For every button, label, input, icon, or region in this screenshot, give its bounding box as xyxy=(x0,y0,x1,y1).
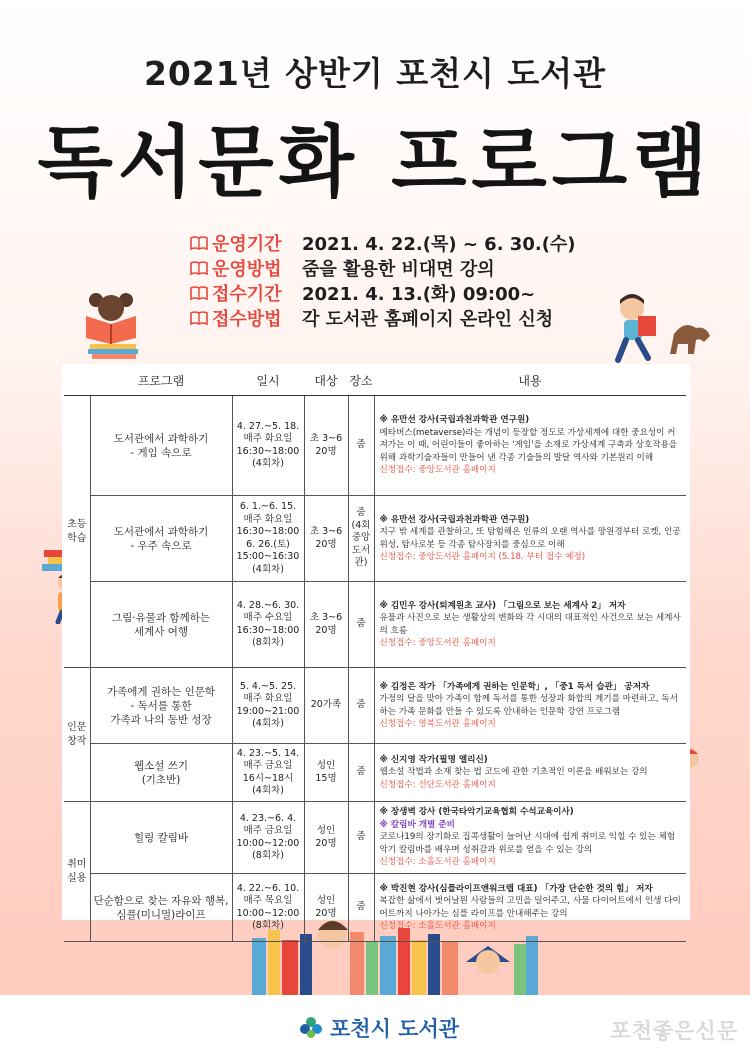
logo-text: 포천시 도서관 xyxy=(330,1017,460,1041)
program-table xyxy=(64,366,686,942)
schedule-cell: 6. 1.~6. 15. 매주 화요일 16:30~18:00 6. 26.(토) 15:00~16:30 (4회차) xyxy=(232,496,304,582)
place-cell: 줌 xyxy=(348,396,374,496)
target-cell: 성인 20명 xyxy=(304,874,348,942)
prep-note-text: ※ 칼림바 개별 준비 xyxy=(379,819,455,830)
apply-text: 신청접수: 영북도서관 홈페이지 xyxy=(379,718,496,729)
clover-logo-icon xyxy=(300,1017,322,1039)
content-cell xyxy=(374,874,686,942)
schedule-cell: 4. 23.~6. 4. 매주 금요일 10:00~12:00 (8회차) xyxy=(232,802,304,874)
speaker-text: ※ 유만선 강사(국립과천과학관 연구원) xyxy=(379,415,530,426)
category-cell: 취미 실용 xyxy=(64,802,90,942)
apply-text: 신청접수: 소흘도서관 홈페이지 xyxy=(379,920,496,931)
program-info xyxy=(190,230,576,330)
col-header-schedule: 일시 xyxy=(232,366,304,396)
speaker-text: ※ 김민우 강사(퇴계원초 교사) 「그림으로 보는 세계사 2」 저자 xyxy=(379,600,626,611)
info-row-registration-period xyxy=(190,280,576,305)
table-row xyxy=(64,744,686,802)
target-cell: 초 3~6 20명 xyxy=(304,496,348,582)
open-book-icon xyxy=(190,311,208,325)
col-header-category xyxy=(64,366,90,396)
target-cell: 초 3~6 20명 xyxy=(304,396,348,496)
content-cell xyxy=(374,496,686,582)
library-logo xyxy=(300,1013,459,1043)
content-cell xyxy=(374,744,686,802)
col-header-program: 프로그램 xyxy=(90,366,232,396)
info-value: 2021. 4. 13.(화) 09:00~ xyxy=(302,283,536,305)
program-name-cell: 그림·유물과 함께하는 세계사 여행 xyxy=(90,582,232,668)
info-value: 각 도서관 홈페이지 온라인 신청 xyxy=(302,308,554,330)
col-header-place: 장소 xyxy=(348,366,374,396)
table-row xyxy=(64,396,686,496)
info-row-period xyxy=(190,230,576,255)
description-text: 메타버스(metaverse)라는 개념이 등장할 정도로 가상세계에 대한 중요성이 커져가는 이 때, 어린이들이 좋아하는 '게임'을 소재로 가상세계 구축과 상호작용을 위해 과학기술자들이 만들어 낸 각종 기술들의 발달 역사와 기본원리 이해 xyxy=(379,427,678,463)
page-title: 독서문화 프로그램 xyxy=(37,118,713,208)
description-text: 복잡한 삶에서 벗어날뭔 사람들의 고민을 덜어주고, 사물 다이어트에서 인생 다이어트까지 나아가는 심플 라이프를 안내해주는 강의 xyxy=(379,896,681,919)
col-header-target: 대상 xyxy=(304,366,348,396)
info-row-registration-method xyxy=(190,305,576,330)
category-cell: 초등 학습 xyxy=(64,396,90,668)
speaker-text: ※ 유만선 강사(국립과천과학관 연구원) xyxy=(379,514,530,525)
program-name-cell: 도서관에서 과학하기 - 우주 속으로 xyxy=(90,496,232,582)
place-cell: 줌 xyxy=(348,744,374,802)
speaker-text: ※ 신지영 작가(필명 엘리신) xyxy=(379,754,488,765)
schedule-cell: 4. 23.~5. 14. 매주 금요일 16시~18시 (4회차) xyxy=(232,744,304,802)
speaker-text: ※ 김정은 작가 「가족에게 권하는 인문학」, 「중1 독서 습관」 공저자 xyxy=(379,681,650,692)
schedule-cell: 4. 27.~5. 18. 매주 화요일 16:30~18:00 (4회차) xyxy=(232,396,304,496)
table-row xyxy=(64,496,686,582)
category-cell: 인문 창작 xyxy=(64,668,90,802)
place-cell: 줌 xyxy=(348,582,374,668)
open-book-icon xyxy=(190,286,208,300)
apply-text: 신청접수: 소흘도서관 홈페이지 xyxy=(379,857,496,868)
content-cell xyxy=(374,802,686,874)
info-label: 접수방법 xyxy=(212,308,282,330)
program-name-cell: 힐링 칼림바 xyxy=(90,802,232,874)
table-row xyxy=(64,582,686,668)
info-label: 운영방법 xyxy=(212,258,282,280)
apply-text: 신청접수: 중앙도서관 홈페이지 xyxy=(379,637,496,648)
place-cell: 줌 (4회 중앙 도서관) xyxy=(348,496,374,582)
info-label: 운영기간 xyxy=(212,233,282,255)
program-name-cell: 도서관에서 과학하기 - 게임 속으로 xyxy=(90,396,232,496)
open-book-icon xyxy=(190,236,208,250)
info-label: 접수기간 xyxy=(212,283,282,305)
content-cell xyxy=(374,668,686,744)
program-name-cell: 단순함으로 찾는 자유와 행복, 심플(미니멀)라이프 xyxy=(90,874,232,942)
place-cell: 줌 xyxy=(348,668,374,744)
target-cell: 성인 20명 xyxy=(304,802,348,874)
program-name-cell: 가족에게 권하는 인문학 - 독서를 통한 가족과 나의 동반 성장 xyxy=(90,668,232,744)
footer xyxy=(0,995,750,1061)
target-cell: 20가족 xyxy=(304,668,348,744)
speaker-text: ※ 박진현 강사(심플라이프앤워크랩 대표) 「가장 단순한 것의 힘」 저자 xyxy=(379,883,653,894)
schedule-cell: 5. 4.~5. 25. 매주 화요일 19:00~21:00 (4회차) xyxy=(232,668,304,744)
description-text: 지구 밖 세계를 관찰하고, 또 탐험해온 인류의 오랜 역사를 망원경부터 로켓, 인공위성, 탐사로봇 등 각종 탐사장치를 중심으로 이해 xyxy=(379,527,681,550)
col-header-content: 내용 xyxy=(374,366,686,396)
target-cell: 성인 15명 xyxy=(304,744,348,802)
table-row xyxy=(64,668,686,744)
table-header-row xyxy=(64,366,686,396)
schedule-cell: 4. 22.~6. 10. 매주 목요일 10:00~12:00 (8회차) xyxy=(232,874,304,942)
page-subtitle: 2021년 상반기 포천시 도서관 xyxy=(143,54,607,93)
place-cell: 줌 xyxy=(348,802,374,874)
description-text: 유물과 사진으로 보는 생활상의 변화와 각 시대의 대표적인 사건으로 보는 세계사의 흐름 xyxy=(379,613,681,636)
apply-text: 신청접수: 선단도서관 홈페이지 xyxy=(379,779,496,790)
apply-text: 신청접수: 중앙도서관 홈페이지 xyxy=(379,465,496,476)
info-value: 줌을 활용한 비대면 강의 xyxy=(302,258,495,280)
reading-child-illustration xyxy=(78,290,144,360)
description-text: 가정의 달을 맞아 가족이 함께 독서를 통한 성장과 화합의 계기를 마련하고, 독서하는 가족 문화를 만들 수 있도록 안내하는 인문학 강연 프로그램 xyxy=(379,694,678,717)
table-row xyxy=(64,874,686,942)
open-book-icon xyxy=(190,261,208,275)
description-text: 코로나19의 장기화로 집콕생활이 늘어난 시대에 쉽게 취미로 익힐 수 있는 체험악기 칼림바를 배우며 성취감과 위로를 얻을 수 있는 강의 xyxy=(379,832,676,855)
apply-text: 신청접수: 중앙도서관 홈페이지 (5.18. 부터 접수 예정) xyxy=(379,551,586,562)
program-table-card xyxy=(62,364,690,931)
info-row-method xyxy=(190,255,576,280)
table-row xyxy=(64,802,686,874)
watermark: 포천좋은신문 xyxy=(610,1019,738,1043)
place-cell: 줌 xyxy=(348,874,374,942)
content-cell xyxy=(374,582,686,668)
running-child-illustration xyxy=(610,294,720,364)
content-cell xyxy=(374,396,686,496)
speaker-text: ※ 장생벽 강사 (한국타악기교육협회 수석교육이사) xyxy=(379,807,574,818)
description-text: 웹소설 작법과 소재 찾는 법 코드에 관한 기초적인 이론을 배워보는 강의 xyxy=(379,767,648,778)
program-name-cell: 웹소설 쓰기 (기초반) xyxy=(90,744,232,802)
schedule-cell: 4. 28.~6. 30. 매주 수요일 16:30~18:00 (8회차) xyxy=(232,582,304,668)
info-value: 2021. 4. 22.(목) ~ 6. 30.(수) xyxy=(302,233,576,255)
target-cell: 초 3~6 20명 xyxy=(304,582,348,668)
